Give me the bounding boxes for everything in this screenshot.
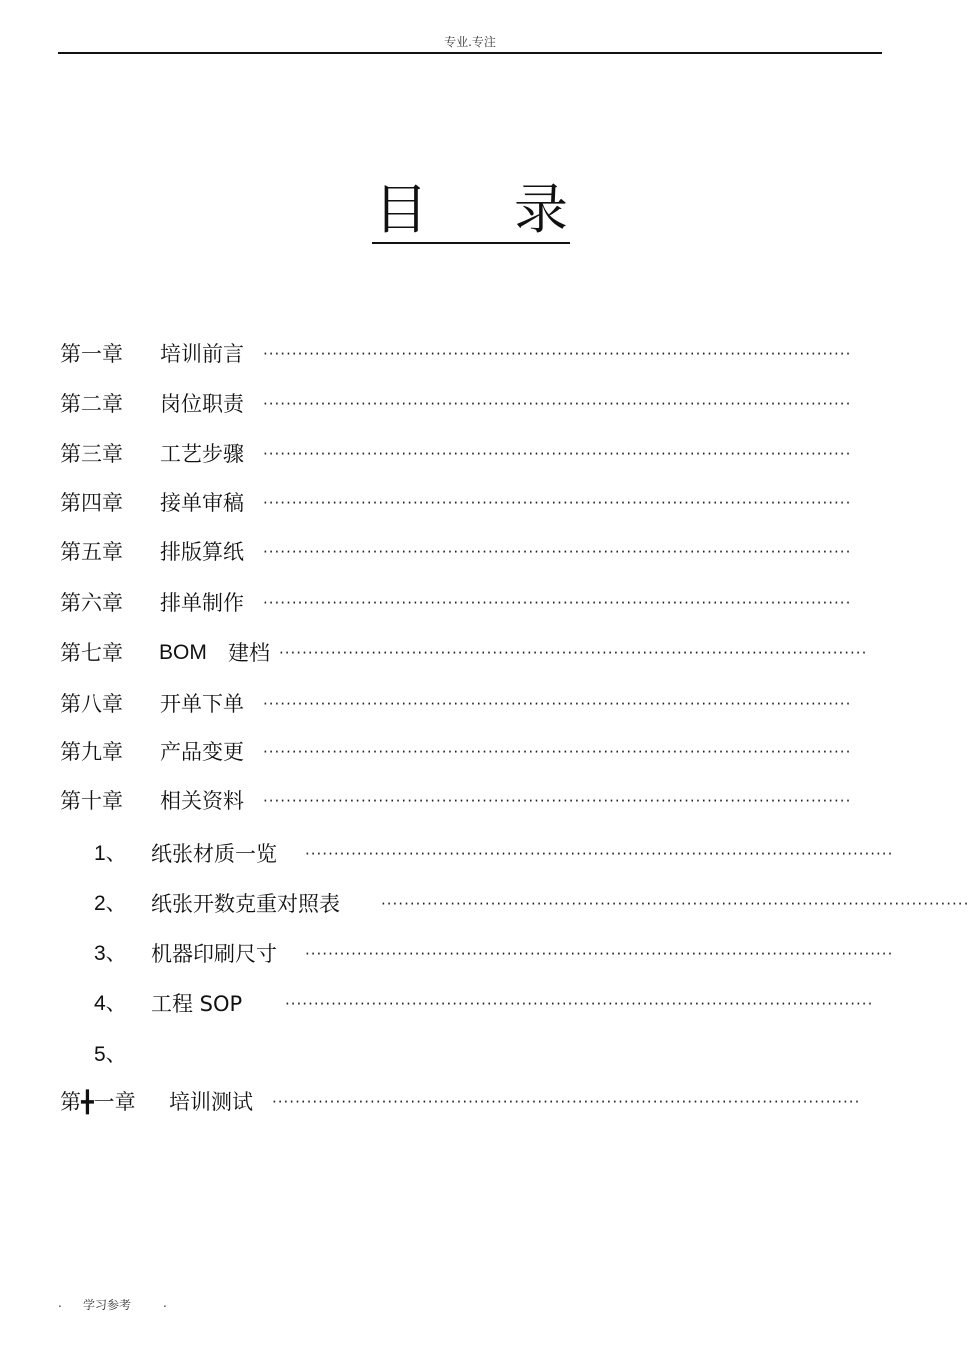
toc-dot-leader: ······································································································	[263, 494, 852, 512]
toc-dot-leader: ······································································································	[279, 644, 868, 662]
toc-dot-leader: ······································································································	[381, 895, 969, 913]
toc-dot-leader: ······································································································	[272, 1093, 861, 1111]
header-divider	[58, 52, 882, 54]
toc-chapter-number: 第十章	[60, 789, 123, 813]
toc-chapter-number: 第八章	[60, 692, 123, 716]
toc-chapter-number: 第二章	[60, 392, 123, 416]
toc-subitem-5[interactable]	[94, 1040, 294, 1070]
toc-subitem-2[interactable]	[94, 889, 969, 919]
toc-dot-leader: ······································································································	[263, 695, 852, 713]
footer-left-mark: .	[58, 1296, 62, 1310]
toc-chapter-title-prefix: BOM	[159, 641, 207, 664]
toc-entry-chapter-7[interactable]	[60, 638, 868, 668]
toc-entry-chapter-2[interactable]	[60, 389, 852, 419]
toc-subitem-number: 4、	[94, 992, 127, 1015]
toc-subitem-title: 机器印刷尺寸	[151, 942, 277, 966]
toc-dot-leader: ······································································································	[263, 345, 852, 363]
toc-chapter-number: 第七章	[60, 641, 123, 665]
toc-chapter-number: 第╋一章	[60, 1090, 136, 1114]
toc-dot-leader: ······································································································	[285, 995, 874, 1013]
toc-entry-chapter-4[interactable]	[60, 488, 852, 518]
toc-entry-chapter-11[interactable]	[60, 1087, 861, 1117]
toc-subitem-number: 3、	[94, 942, 127, 965]
toc-subitem-title: 工程 SOP	[151, 992, 243, 1016]
toc-chapter-title: 培训前言	[160, 342, 244, 366]
toc-chapter-title: 产品变更	[160, 740, 244, 764]
toc-chapter-title: 排版算纸	[160, 540, 244, 564]
title-char-1: 目	[374, 178, 428, 241]
title-char-2: 录	[514, 178, 568, 241]
toc-chapter-title: 排单制作	[160, 591, 244, 615]
toc-chapter-number: 第五章	[60, 540, 123, 564]
toc-chapter-title: 建档	[228, 641, 270, 665]
toc-subitem-1[interactable]	[94, 839, 894, 869]
toc-subitem-title: 纸张开数克重对照表	[151, 892, 340, 916]
toc-entry-chapter-5[interactable]	[60, 537, 852, 567]
toc-entry-chapter-8[interactable]	[60, 689, 852, 719]
toc-subitem-number: 1、	[94, 842, 127, 865]
toc-chapter-title: 开单下单	[160, 692, 244, 716]
toc-entry-chapter-9[interactable]	[60, 737, 852, 767]
toc-chapter-number: 第九章	[60, 740, 123, 764]
toc-entry-chapter-10[interactable]	[60, 786, 852, 816]
toc-chapter-number: 第三章	[60, 442, 123, 466]
toc-dot-leader: ······································································································	[263, 594, 852, 612]
toc-chapter-title: 相关资料	[160, 789, 244, 813]
toc-chapter-title: 岗位职责	[160, 392, 244, 416]
toc-dot-leader: ······································································································	[263, 395, 852, 413]
toc-dot-leader: ······································································································	[305, 945, 894, 963]
toc-entry-chapter-1[interactable]	[60, 339, 852, 369]
toc-dot-leader: ······································································································	[263, 792, 852, 810]
toc-chapter-number: 第四章	[60, 491, 123, 515]
toc-dot-leader: ······································································································	[305, 845, 894, 863]
toc-chapter-number: 第六章	[60, 591, 123, 615]
toc-chapter-number: 第一章	[60, 342, 123, 366]
toc-entry-chapter-6[interactable]	[60, 588, 852, 618]
page-header-text: 专业.专注	[444, 35, 496, 49]
toc-chapter-title: 接单审稿	[160, 491, 244, 515]
footer-right-mark: .	[163, 1296, 167, 1310]
toc-subitem-number: 5、	[94, 1043, 127, 1066]
toc-dot-leader: ······································································································	[263, 543, 852, 561]
toc-dot-leader: ······································································································	[263, 445, 852, 463]
toc-subitem-title: 纸张材质一览	[151, 842, 277, 866]
toc-entry-chapter-3[interactable]	[60, 439, 852, 469]
toc-chapter-title: 培训测试	[169, 1090, 253, 1114]
toc-subitem-number: 2、	[94, 892, 127, 915]
toc-subitem-3[interactable]	[94, 939, 894, 969]
toc-dot-leader: ······································································································	[263, 743, 852, 761]
toc-subitem-4[interactable]	[94, 989, 874, 1019]
toc-chapter-title: 工艺步骤	[160, 442, 244, 466]
footer-text: 学习参考	[83, 1298, 132, 1312]
page-title	[372, 178, 570, 244]
